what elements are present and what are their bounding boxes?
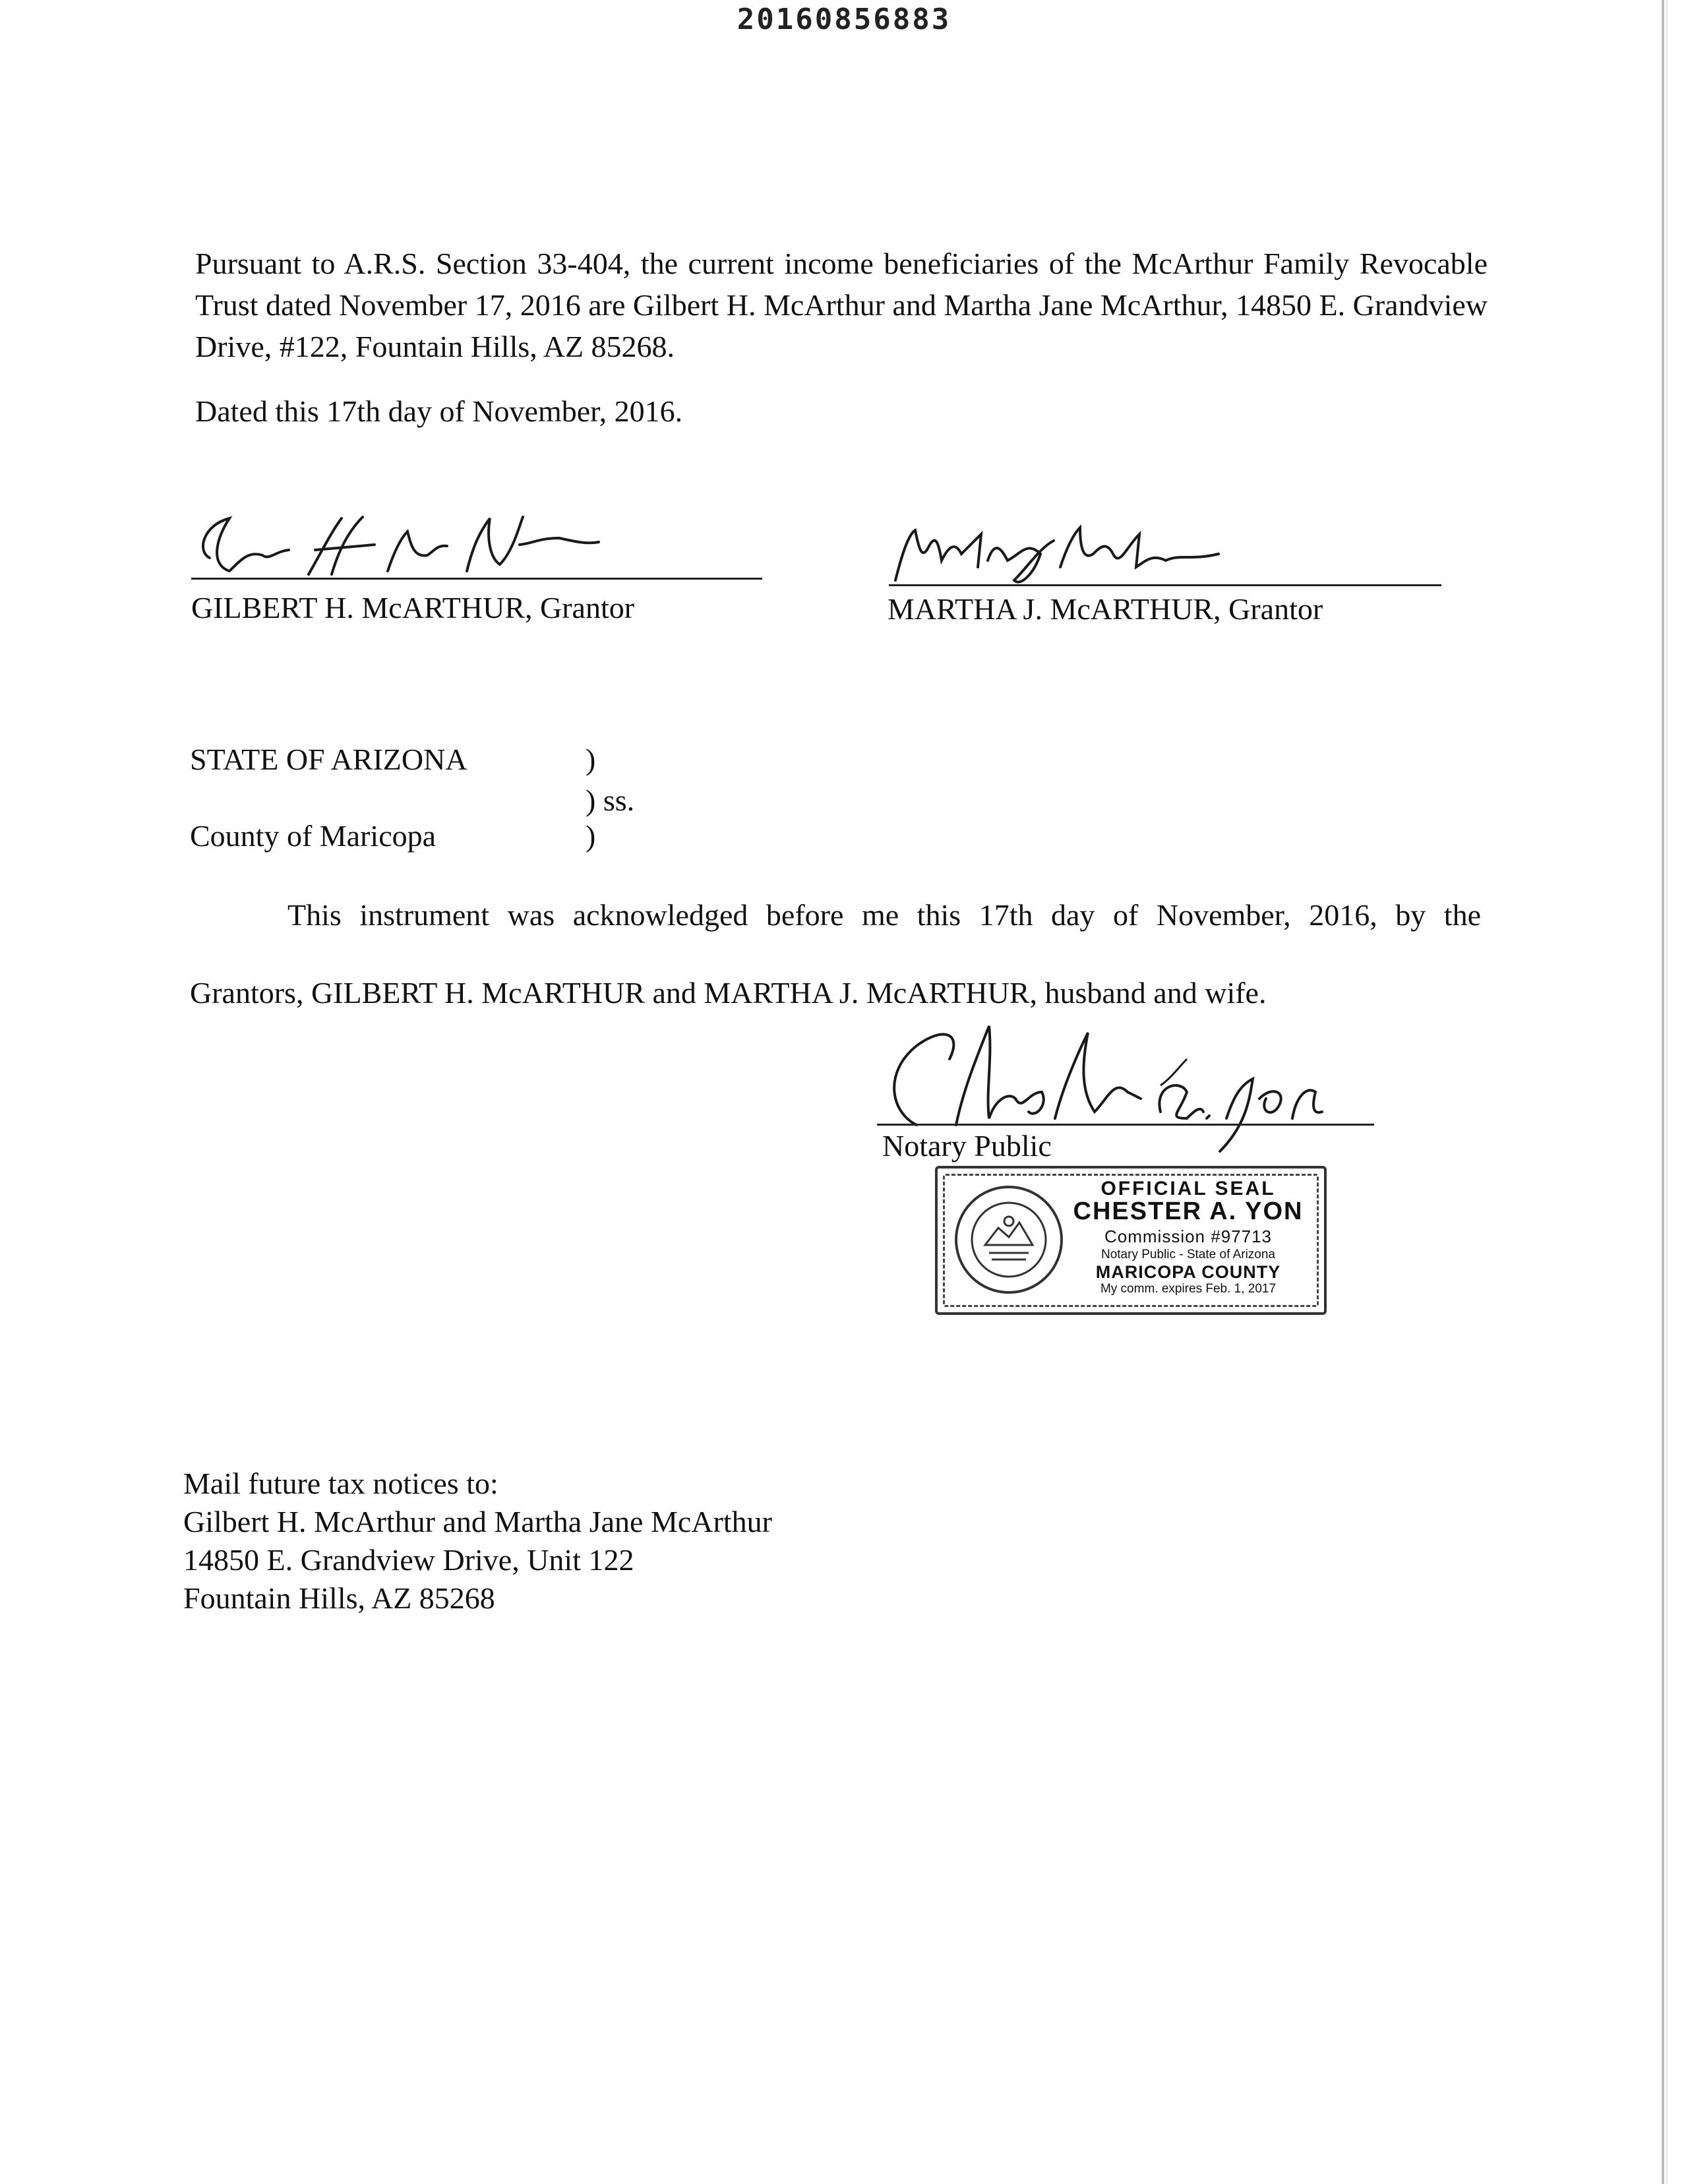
seal-state-line: Notary Public - State of Arizona: [1100, 1248, 1275, 1261]
seal-commission: Commission #97713: [1104, 1227, 1272, 1246]
grantor-2-label: MARTHA J. McARTHUR, Grantor: [888, 592, 1323, 626]
scan-edge-line: [1662, 0, 1664, 2184]
venue-county: County of Maricopa: [190, 819, 437, 853]
arizona-state-seal-emblem: [952, 1182, 1066, 1298]
mail-to-city: Fountain Hills, AZ 85268: [183, 1581, 495, 1615]
grantor-2-signature: [889, 521, 1232, 593]
acknowledgment-line-1: This instrument was acknowledged before me this 17th day of November, 2016, by the: [287, 898, 1481, 932]
grantor-1-signature-line: [191, 578, 762, 580]
seal-county: MARICOPA COUNTY: [1095, 1262, 1281, 1282]
venue-state: STATE OF ARIZONA: [190, 743, 467, 776]
dated-line: Dated this 17th day of November, 2016.: [195, 394, 683, 428]
venue-paren-1: ): [586, 743, 596, 776]
seal-expiration: My comm. expires Feb. 1, 2017: [1100, 1282, 1277, 1296]
scan-edge-line-2: [1666, 0, 1668, 2184]
official-seal-stamp: [935, 1166, 1327, 1315]
mail-to-heading: Mail future tax notices to:: [183, 1467, 498, 1500]
mail-to-names: Gilbert H. McArthur and Martha Jane McArthur: [183, 1505, 772, 1538]
venue-paren-2: ): [586, 819, 596, 853]
recording-number: 20160856883: [737, 3, 951, 36]
grantor-1-label: GILBERT H. McARTHUR, Grantor: [191, 591, 635, 624]
seal-title: OFFICIAL SEAL: [1100, 1178, 1276, 1199]
notary-label: Notary Public: [882, 1129, 1052, 1163]
mail-to-street: 14850 E. Grandview Drive, Unit 122: [183, 1543, 634, 1577]
beneficiaries-paragraph: Pursuant to A.R.S. Section 33-404, the current income beneficiaries of the McArthur Family Revocable Trust dated November 17, 2016 are Gilbert H. McArthur and Martha Jane McArthur, 14850 E. Grandview Drive, #122, Fountain Hills, AZ 85268.: [195, 247, 1488, 363]
grantor-1-signature: [190, 512, 612, 584]
notary-signature-line: [877, 1124, 1374, 1126]
grantor-2-signature-line: [889, 584, 1441, 586]
acknowledgment-line-2: Grantors, GILBERT H. McARTHUR and MARTHA J. McARTHUR, husband and wife.: [190, 976, 1267, 1010]
venue-paren-ss: ) ss.: [586, 783, 635, 817]
seal-notary-name: CHESTER A. YON: [1073, 1198, 1304, 1225]
notary-signature: [877, 1019, 1325, 1138]
